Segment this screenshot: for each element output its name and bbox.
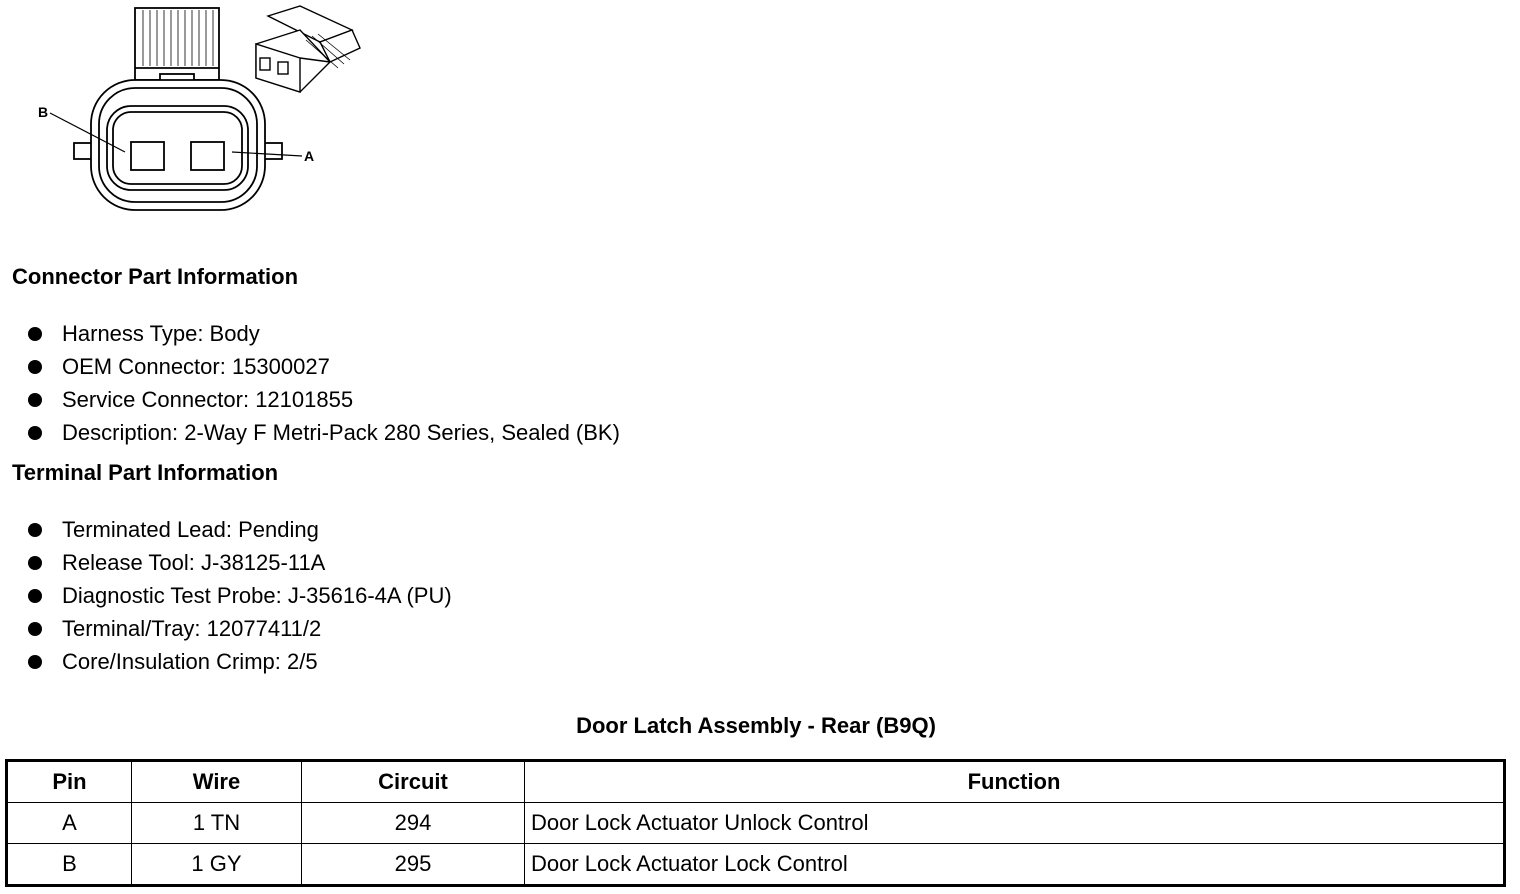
- table-cell-pin: A: [7, 803, 132, 844]
- table-cell-pin: B: [7, 844, 132, 886]
- table-cell-wire: 1 GY: [132, 844, 302, 886]
- column-header-pin: Pin: [7, 761, 132, 803]
- list-item-text: OEM Connector: 15300027: [62, 354, 330, 379]
- list-item: [28, 383, 620, 416]
- list-item-text: Release Tool: J-38125-11A: [62, 550, 326, 575]
- column-header-wire: Wire: [132, 761, 302, 803]
- list-item-text: Core/Insulation Crimp: 2/5: [62, 649, 318, 674]
- list-item: [28, 513, 452, 546]
- list-item: [28, 416, 620, 449]
- table-row: [7, 803, 1505, 844]
- pin-a-label: A: [304, 148, 315, 164]
- list-item: [28, 546, 452, 579]
- list-item-text: Description: 2-Way F Metri-Pack 280 Series, Sealed (BK): [62, 420, 620, 445]
- table-header-row: [7, 761, 1505, 803]
- table-cell-wire: 1 TN: [132, 803, 302, 844]
- table-cell-function: Door Lock Actuator Unlock Control: [525, 803, 1505, 844]
- list-item-text: Terminated Lead: Pending: [62, 517, 319, 542]
- column-header-circuit: Circuit: [302, 761, 525, 803]
- list-item: [28, 645, 452, 678]
- connector-part-info-heading: Connector Part Information: [12, 264, 299, 289]
- list-item: [28, 612, 452, 645]
- list-item-text: Harness Type: Body: [62, 321, 260, 346]
- list-item-text: Terminal/Tray: 12077411/2: [62, 616, 322, 641]
- table-row: [7, 844, 1505, 886]
- bullet-icon: [28, 523, 42, 537]
- bullet-icon: [28, 426, 42, 440]
- list-item-text: Diagnostic Test Probe: J-35616-4A (PU): [62, 583, 452, 608]
- bullet-icon: [28, 360, 42, 374]
- terminal-part-info-heading: Terminal Part Information: [12, 460, 279, 485]
- list-item: [28, 317, 620, 350]
- column-header-function: Function: [525, 761, 1505, 803]
- list-item-text: Service Connector: 12101855: [62, 387, 354, 412]
- table-cell-circuit: 294: [302, 803, 525, 844]
- bullet-icon: [28, 589, 42, 603]
- table-cell-function: Door Lock Actuator Lock Control: [525, 844, 1505, 886]
- terminal-part-info-list: [28, 513, 452, 678]
- pin-table: [5, 759, 1506, 887]
- bullet-icon: [28, 655, 42, 669]
- pin-b-label: B: [38, 104, 49, 120]
- bullet-icon: [28, 327, 42, 341]
- list-item: [28, 350, 620, 383]
- connector-part-info-list: [28, 317, 620, 449]
- table-title: Door Latch Assembly - Rear (B9Q): [576, 713, 936, 738]
- list-item: [28, 579, 452, 612]
- table-cell-circuit: 295: [302, 844, 525, 886]
- bullet-icon: [28, 556, 42, 570]
- bullet-icon: [28, 622, 42, 636]
- connector-diagram: [30, 0, 370, 220]
- bullet-icon: [28, 393, 42, 407]
